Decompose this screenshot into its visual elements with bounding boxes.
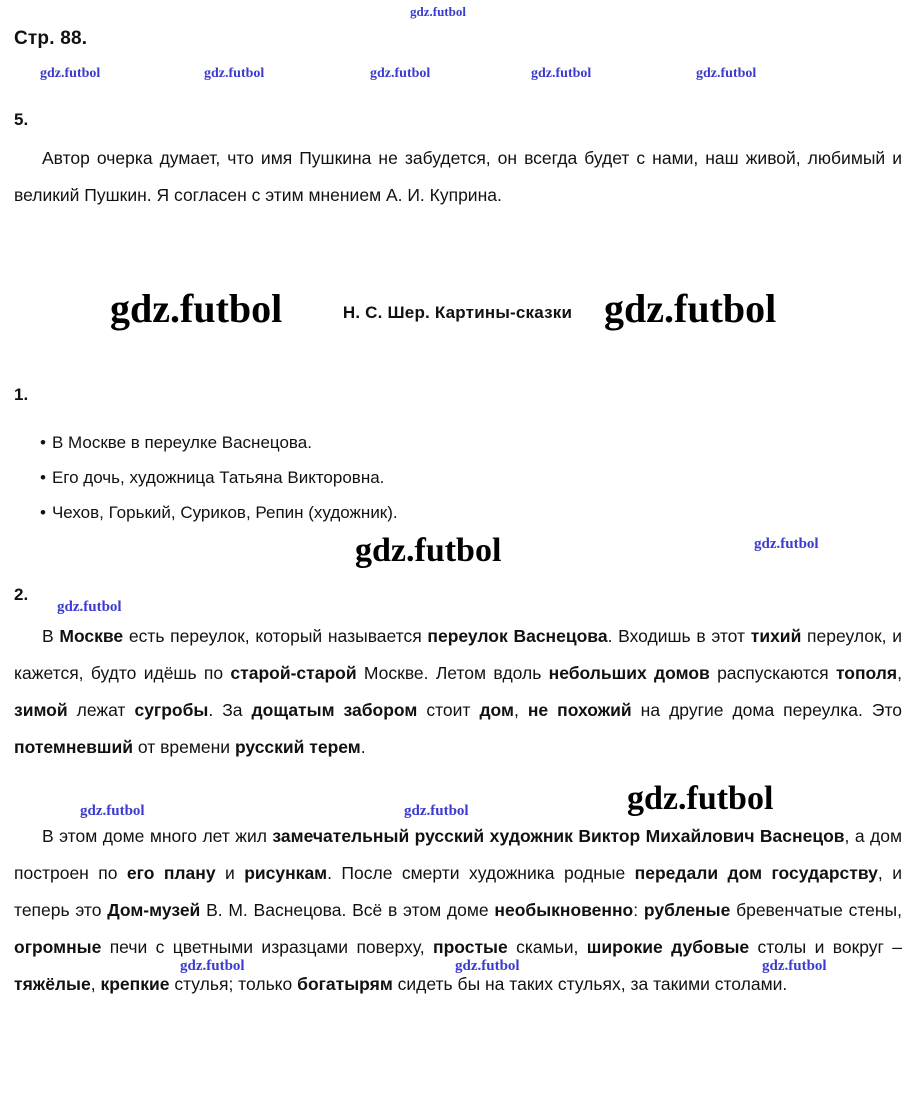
bullet-dot-icon: • <box>40 433 46 452</box>
watermark-block-f: gdz.futbol <box>762 958 827 974</box>
list-item <box>40 495 398 530</box>
watermark-block-c: gdz.futbol <box>627 780 774 817</box>
exercise-1-list <box>40 425 398 530</box>
watermark-block-a: gdz.futbol <box>80 803 145 819</box>
exercise-2-number: 2. <box>14 585 29 604</box>
watermark-row1-1: gdz.futbol <box>204 66 265 81</box>
watermark-big-right: gdz.futbol <box>604 286 777 331</box>
watermark-row1-3: gdz.futbol <box>531 66 592 81</box>
bullet-dot-icon: • <box>40 468 46 487</box>
watermark-block-e: gdz.futbol <box>455 958 520 974</box>
watermark-mid-small: gdz.futbol <box>754 536 819 552</box>
list-item-label: Чехов, Горький, Суриков, Репин (художник). <box>51 503 398 522</box>
section-title: Н. С. Шер. Картины-сказки <box>342 303 573 322</box>
exercise-2-paragraph-2: В этом доме много лет жил замечательный русский художник Виктор Михайлович Васнецов, а дом построен по его плану и рисункам. После смерти художника родные передали дом государству, и теперь это Дом-музей В. М. Васнецова. Всё в этом доме необыкновенно: рубленые бревенчатые стены, огромные печи с цветными изразцами поверху, простые скамьи, широкие дубовые столы и вокруг – тяжёлые, крепкие стулья; только богатырям сидеть бы на таких стульях, за такими столами. <box>14 826 903 994</box>
list-item <box>40 460 398 495</box>
watermark-near-two: gdz.futbol <box>57 599 122 615</box>
watermark-row1-0: gdz.futbol <box>40 66 101 81</box>
exercise-2-paragraph-1: В Москве есть переулок, который называется переулок Васнецова. Входишь в этот тихий переулок, и кажется, будто идёшь по старой-старой Москве. Летом вдоль небольших домов распускаются тополя, зимой лежат сугробы. За дощатым забором стоит дом, не похожий на другие дома переулка. Это потемневший от времени русский терем. <box>14 626 903 757</box>
exercise-1-number: 1. <box>14 385 29 404</box>
watermark-row1-2: gdz.futbol <box>370 66 431 81</box>
watermark-top-center: gdz.futbol <box>410 4 466 19</box>
exercise-5-text: Автор очерка думает, что имя Пушкина не забудется, он всегда будет с нами, наш живой, любимый и великий Пушкин. Я согласен с этим мнением А. И. Куприна. <box>14 148 902 205</box>
exercise-5-number: 5. <box>14 110 29 129</box>
watermark-row1-4: gdz.futbol <box>696 66 757 81</box>
watermark-mid-big: gdz.futbol <box>355 532 502 569</box>
list-item-label: В Москве в переулке Васнецова. <box>51 433 312 452</box>
watermark-block-d: gdz.futbol <box>180 958 245 974</box>
watermark-block-b: gdz.futbol <box>404 803 469 819</box>
list-item <box>40 425 398 460</box>
list-item-label: Его дочь, художница Татьяна Викторовна. <box>51 468 385 487</box>
page-number-heading: Стр. 88. <box>14 28 88 49</box>
watermark-big-left: gdz.futbol <box>110 286 283 331</box>
bullet-dot-icon: • <box>40 503 46 522</box>
